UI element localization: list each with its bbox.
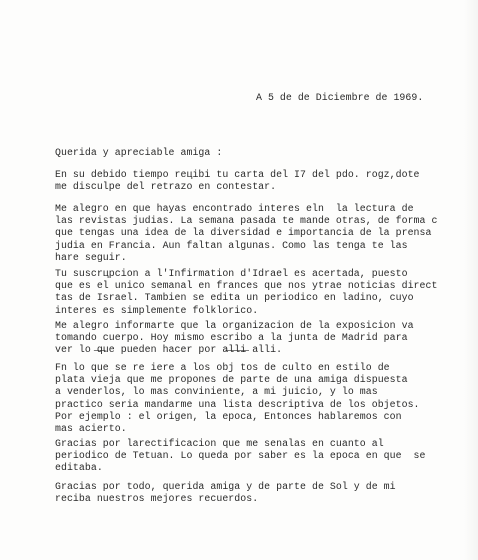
letter-date: A 5 de de Diciembre de 1969. [256,92,424,103]
text-line: las revistas judias. La semana pasada te mande otras, de forma c [55,215,438,227]
text-line: Por ejemplo : el origen, la epoca, Entonces hablaremos con [55,410,402,422]
text-line: judia en Francia. Aun faltan algunas. Como las tenga te las [55,239,408,251]
paragraph-4 [55,320,414,357]
text-line: Gracias por larectificacion que me senalas en cuanto al [55,438,384,449]
text-line: hare seguir. [55,251,127,263]
text-line: Me alegro informarte que la organizacion de la exposicion va [55,320,414,331]
text-line: que tengas una idea de la diversidad e importancia de la prensa [55,227,432,239]
text-line: que es el unico semanal en frances que nos ytrae noticias direct [55,280,438,292]
text-line: a venderlos, lo mas conviniente, a mi juicio, y lo mas [55,386,378,398]
text-line: periodico de Tetuan. Lo queda por saber es la epoca en que se [55,450,426,462]
text-line: editaba. [55,462,103,474]
text-line: reciba nuestros mejores recuerdos. [55,493,259,505]
text-line: Me alegro en que hayas encontrado interes eln la lectura de [55,203,414,214]
paragraph-2 [55,203,437,264]
text-line: En su debido tiempo reцibi tu carta del I7 del pdo. rogz,dote [55,169,420,180]
paragraph-5 [55,362,420,435]
text-line: interes es simplemente folklorico. [55,304,259,316]
paragraph-1 [55,169,420,193]
text-line: practico seria mandarme una lista descriptiva de los objetos. [55,398,420,410]
paragraph-6 [55,438,426,475]
salutation: Querida y apreciable amiga : [55,147,223,158]
text-line: Tu suscrцpcion a l'Infirmation d'Idrael es acertada, puesto [55,268,408,279]
text-line: tomando cuerpo. Hoy mismo escribo a la junta de Madrid para [55,332,408,344]
paragraph-7 [55,481,396,505]
text-line: mas acierto. [55,423,127,435]
text-line: Gracias por todo, querida amiga y de parte de Sol y de mi [55,481,396,492]
text-line: ver lo ̶q̶ue pueden hacer por a̶l̶l̶i̶ alli. [55,344,283,356]
text-line: plata vieja que me propones de parte de una amiga dispuesta [55,374,408,386]
text-line: me disculpe del retrazo en contestar. [55,181,277,193]
text-line: Fn lo que se re iere a los obj tos de culto en estilo de [55,362,390,373]
text-line: tas de Israel. Tambien se edita un periodico en ladino, cuyo [55,292,414,304]
paragraph-3 [55,268,437,317]
